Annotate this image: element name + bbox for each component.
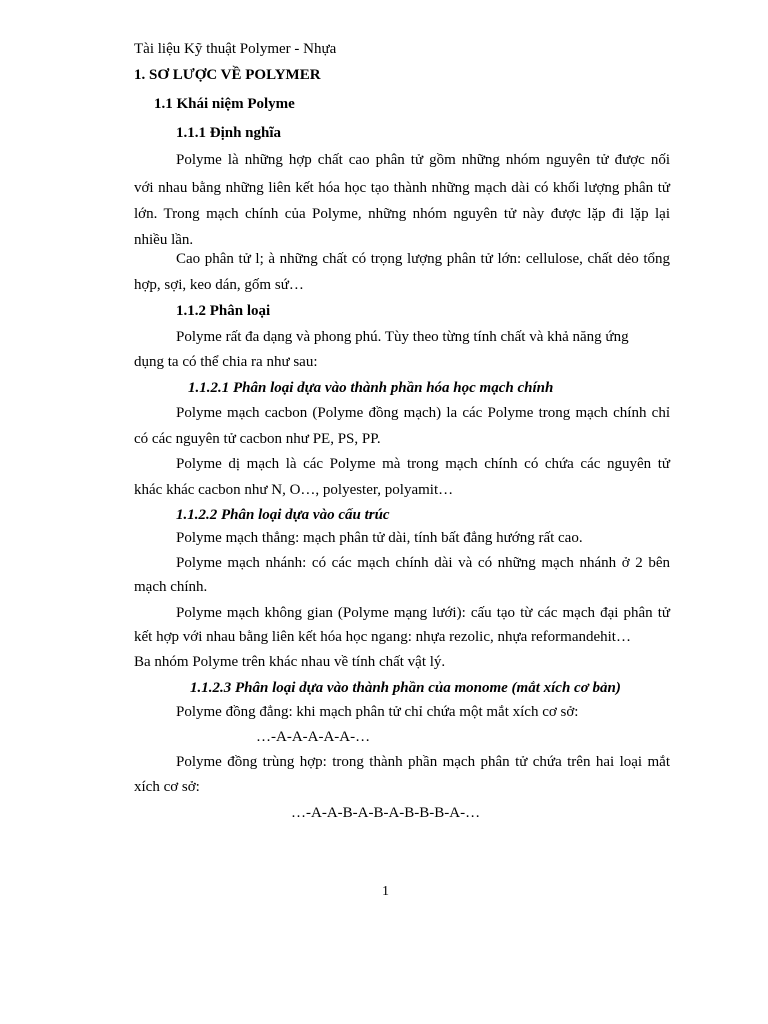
paragraph-definition-line: nhiều lần. <box>134 232 194 248</box>
paragraph-branched-line: mạch chính. <box>134 579 208 595</box>
paragraph-summary: Ba nhóm Polyme trên khác nhau về tính chất vật lý. <box>134 654 446 670</box>
document-header: Tài liệu Kỹ thuật Polymer - Nhựa <box>134 41 337 57</box>
paragraph-carbon-chain-line: có các nguyên tử cacbon như PE, PS, PP. <box>134 431 381 447</box>
paragraph-definition-line: với nhau bằng những liên kết hóa học tạo thành những mạch dài có khối lượng phân tử <box>134 180 670 196</box>
heading-1-1-2-1: 1.1.2.1 Phân loại dựa vào thành phần hóa học mạch chính <box>188 380 554 396</box>
paragraph-classification-line: dụng ta có thể chia ra như sau: <box>134 354 318 370</box>
paragraph-classification-line: Polyme rất đa dạng và phong phú. Tùy theo từng tính chất và khả năng ứng <box>176 329 629 345</box>
paragraph-hetero-chain-line: Polyme dị mạch là các Polyme mà trong mạch chính có chứa các nguyên tử <box>176 456 670 472</box>
formula-copolymer: …-A-A-B-A-B-A-B-B-B-A-… <box>291 805 481 821</box>
paragraph-copolymer-line: xích cơ sở: <box>134 779 200 795</box>
paragraph-examples-line: hợp, sợi, keo dán, gốm sứ… <box>134 277 304 293</box>
heading-1-1-1: 1.1.1 Định nghĩa <box>176 125 282 141</box>
paragraph-definition-line: lớn. Trong mạch chính của Polyme, những nhóm nguyên tử này được lặp đi lặp lại <box>134 206 670 222</box>
formula-homopolymer: …-A-A-A-A-A-… <box>256 729 371 745</box>
page-number: 1 <box>382 884 389 899</box>
paragraph-examples-line: Cao phân tử l; à những chất có trọng lượng phân tử lớn: cellulose, chất dẻo tổng <box>176 251 670 267</box>
paragraph-linear: Polyme mạch thẳng: mạch phân tử dài, tính bất đẳng hướng rất cao. <box>176 530 583 546</box>
heading-1-1-2-2: 1.1.2.2 Phân loại dựa vào cấu trúc <box>176 507 390 523</box>
paragraph-network-line: Polyme mạch không gian (Polyme mạng lưới): cấu tạo từ các mạch đại phân tử <box>176 605 670 621</box>
heading-1-1: 1.1 Khái niệm Polyme <box>154 96 295 112</box>
paragraph-carbon-chain-line: Polyme mạch cacbon (Polyme đồng mạch) la các Polyme trong mạch chính chỉ <box>176 405 670 421</box>
paragraph-hetero-chain-line: khác khác cacbon như N, O…, polyester, polyamit… <box>134 482 454 498</box>
paragraph-definition-line: Polyme là những hợp chất cao phân tử gồm những nhóm nguyên tử được nối <box>176 152 670 168</box>
paragraph-branched-line: Polyme mạch nhánh: có các mạch chính dài và có những mạch nhánh ở 2 bên <box>176 555 670 571</box>
heading-1-1-2: 1.1.2 Phân loại <box>176 303 271 319</box>
paragraph-network-line: kết hợp với nhau bằng liên kết hóa học ngang: nhựa rezolic, nhựa reformandehit… <box>134 629 631 645</box>
paragraph-copolymer-line: Polyme đồng trùng hợp: trong thành phần mạch phân tử chứa trên hai loại mắt <box>176 754 670 770</box>
heading-1-1-2-3: 1.1.2.3 Phân loại dựa vào thành phần của monome (mắt xích cơ bản) <box>190 680 621 696</box>
paragraph-homopolymer: Polyme đồng đẳng: khi mạch phân tử chỉ chứa một mắt xích cơ sở: <box>176 704 579 720</box>
heading-section-1: 1. SƠ LƯỢC VỀ POLYMER <box>134 67 321 83</box>
